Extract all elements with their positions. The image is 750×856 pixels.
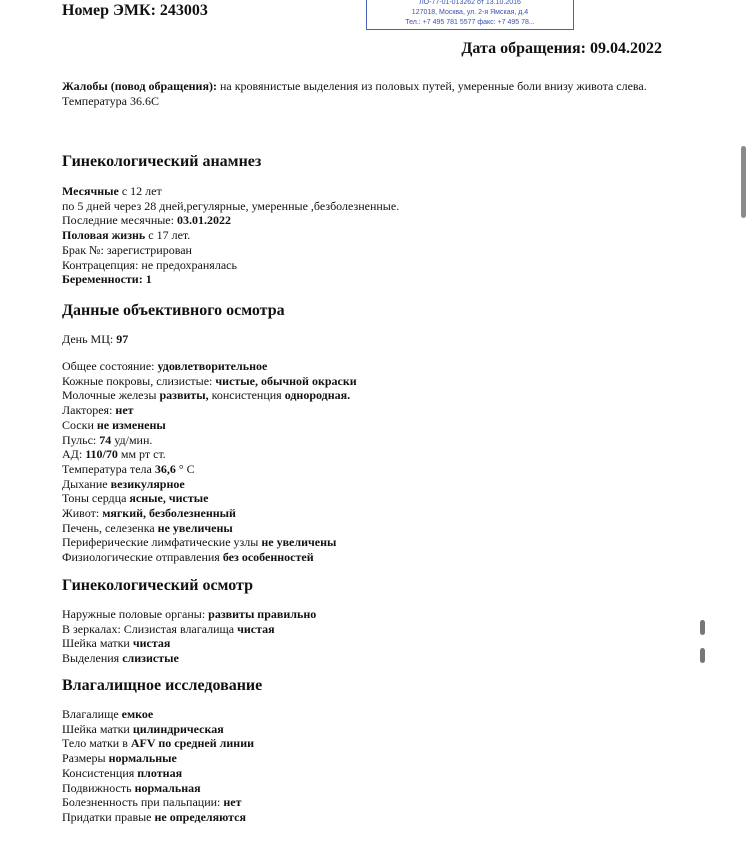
gyn-history-block (62, 184, 399, 287)
line-value: чистые, обычной окраски (215, 373, 357, 388)
line-label: Температура тела (62, 461, 155, 476)
text-line (62, 213, 399, 228)
line-label: Печень, селезенка (62, 520, 158, 535)
line-value: Беременности: 1 (62, 272, 152, 287)
text-line (62, 707, 254, 722)
mc-day-value: 97 (116, 332, 129, 346)
line-label: Контрацепция: не предохранялась (62, 257, 237, 272)
text-line (62, 535, 357, 550)
text-line (62, 433, 357, 448)
line-label: Брак №: зарегистрирован (62, 242, 192, 257)
emk-number: Номер ЭМК: 243003 (62, 2, 208, 19)
text-line (62, 447, 357, 462)
line-value: не увеличены (261, 535, 337, 550)
line-label: Подвижность (62, 780, 135, 795)
line-label: Размеры (62, 751, 109, 766)
line-value: 36,6 (154, 461, 176, 476)
text-line (62, 506, 357, 521)
line-label: Соски (62, 417, 97, 432)
line-label: Шейка матки (62, 636, 133, 651)
line-label: Кожные покровы, слизистые: (62, 373, 216, 388)
line-value: нормальная (134, 780, 201, 795)
text-line (62, 736, 254, 751)
mc-day-label: День МЦ: (62, 332, 117, 346)
section-title-objective: Данные объективного осмотра (62, 302, 285, 319)
line-label: уд/мин. (111, 432, 153, 447)
gyn-exam-block (62, 607, 316, 666)
text-line (62, 781, 254, 796)
line-label: Периферические лимфатические узлы (62, 535, 262, 550)
line-value: нет (115, 403, 134, 418)
text-line (62, 651, 316, 666)
text-line (62, 462, 357, 477)
line-label: Пульс: (62, 432, 100, 447)
text-line (62, 751, 254, 766)
text-line (62, 388, 357, 403)
binder-hole (700, 620, 705, 635)
line-label: Живот: (62, 506, 103, 521)
complaints-temperature: Температура 36.6С (62, 94, 159, 108)
text-line (62, 477, 357, 492)
line-value: слизистые (122, 651, 179, 666)
line-value: 74 (99, 432, 112, 447)
line-value: 110/70 (85, 447, 118, 462)
line-label: В зеркалах: Слизистая влагалища (62, 621, 238, 636)
line-value: везикулярное (110, 476, 185, 491)
stamp-line: 127018, Москва, ул. 2-я Ямская, д.4 (411, 9, 529, 16)
clinic-stamp (366, 0, 574, 30)
line-value: удовлетворительное (157, 359, 268, 373)
text-line (62, 491, 357, 506)
binder-hole (700, 648, 705, 663)
text-line (62, 550, 357, 565)
line-value: развиты правильно (208, 607, 317, 621)
line-label: Тоны сердца (62, 491, 130, 506)
complaints-block (62, 79, 702, 109)
line-value: развиты, (159, 388, 209, 403)
line-label: по 5 дней через 28 дней,регулярные, умеренные ,безболезненные. (62, 198, 400, 213)
text-line (62, 810, 254, 825)
stamp-line: ЛО-77-01-013262 от 13.10.2016 (419, 0, 521, 6)
section-title-gyn-exam: Гинекологический осмотр (62, 577, 253, 594)
text-line (62, 795, 254, 810)
line-value: не изменены (96, 417, 166, 432)
text-line (62, 607, 316, 622)
line-label: Консистенция (62, 765, 138, 780)
text-line (62, 418, 357, 433)
text-line (62, 722, 254, 737)
line-label: Тело матки в (62, 736, 131, 751)
text-line (62, 184, 399, 199)
line-label: ° С (175, 461, 195, 476)
text-line (62, 766, 254, 781)
line-label: мм рт ст. (117, 447, 166, 462)
line-label: Дыхание (62, 476, 111, 491)
line-label: с 17 лет. (145, 228, 191, 243)
text-line (62, 636, 316, 651)
line-value: однородная. (284, 388, 351, 403)
line-value: плотная (137, 765, 183, 780)
section-title-gyn-history: Гинекологический анамнез (62, 153, 262, 170)
line-label: Придатки правые (62, 809, 155, 824)
complaints-label: Жалобы (повод обращения): (62, 79, 217, 93)
line-label: Влагалище (62, 707, 122, 721)
text-line (62, 622, 316, 637)
line-label: Наружные половые органы: (62, 607, 209, 621)
line-label: Последние месячные: (62, 213, 177, 228)
text-line (62, 403, 357, 418)
text-line (62, 199, 399, 214)
complaints-text: на кровянистые выделения из половых путей, умеренные боли внизу живота слева. (216, 79, 647, 93)
scrollbar[interactable] (741, 146, 746, 218)
line-label: АД: (62, 447, 86, 462)
stamp-line: Тел.: +7 495 781 5577 факс: +7 495 78... (405, 19, 535, 26)
line-value: Месячные (62, 184, 119, 198)
section-title-vaginal: Влагалищное исследование (62, 677, 263, 694)
line-label: Молочные железы (62, 388, 160, 403)
line-value: нет (223, 795, 242, 810)
vaginal-block (62, 707, 254, 825)
objective-block (62, 359, 357, 565)
line-label: Физиологические отправления (62, 550, 223, 565)
line-value: мягкий, безболезненный (102, 506, 236, 521)
text-line (62, 272, 399, 287)
line-value: AFV по средней линии (130, 736, 255, 751)
text-line (62, 359, 357, 374)
line-label: Выделения (62, 651, 123, 666)
line-value: не определяются (154, 809, 247, 824)
line-value: нормальные (108, 751, 177, 766)
mc-day (62, 332, 128, 347)
line-value: 03.01.2022 (176, 213, 231, 228)
line-value: цилиндрическая (132, 721, 224, 736)
text-line (62, 374, 357, 389)
text-line (62, 243, 399, 258)
text-line (62, 258, 399, 273)
line-value: без особенностей (222, 550, 314, 565)
line-label: с 12 лет (118, 184, 162, 198)
line-value: не увеличены (157, 520, 233, 535)
line-value: чистая (132, 636, 171, 651)
line-value: ясные, чистые (129, 491, 209, 506)
line-label: Общее состояние: (62, 359, 158, 373)
line-label: Болезненность при пальпации: (62, 795, 224, 810)
text-line (62, 228, 399, 243)
line-value: Половая жизнь (62, 228, 146, 243)
line-value: чистая (237, 621, 275, 636)
line-label: консистенция (208, 388, 285, 403)
line-value: емкое (121, 707, 154, 721)
line-label: Лакторея: (62, 403, 116, 418)
visit-date: Дата обращения: 09.04.2022 (461, 40, 662, 57)
text-line (62, 521, 357, 536)
line-label: Шейка матки (62, 721, 133, 736)
